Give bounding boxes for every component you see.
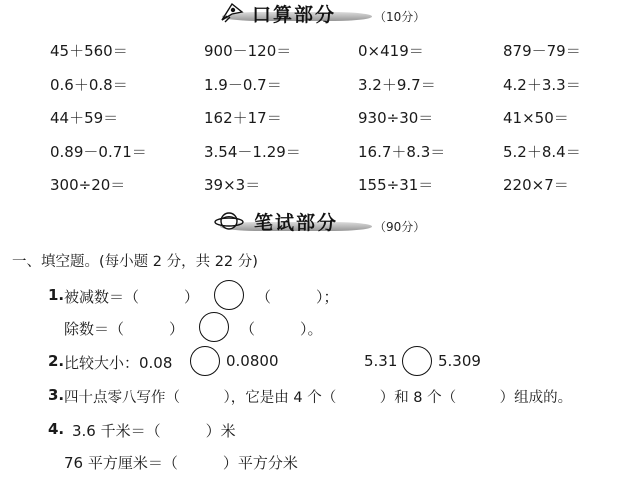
q1-minuend-blank: （ ）； [256,288,339,306]
q2-number: 2. [48,352,65,370]
q4-line1: 3.6 千米＝（ ）米 [72,422,236,440]
oral-problem: 41×50＝ [503,109,569,127]
q4-line2: 76 平方厘米＝（ ）平方分米 [64,454,298,472]
q2-compare-left: 比较大小：0.08 [64,354,173,372]
q1-divisor: 除数＝（ ） [64,320,185,338]
q1-answer-circle-2[interactable] [199,312,229,342]
q1-minuend: 被减数＝（ ） [64,288,200,306]
q4-number: 4. [48,420,65,438]
q1-divisor-blank: （ ）。 [240,320,323,338]
oral-problem: 5.2＋8.4＝ [503,143,581,161]
oral-problem: 879－79＝ [503,42,581,60]
oral-problem: 3.2＋9.7＝ [358,76,436,94]
q1-answer-circle-1[interactable] [214,280,244,310]
part1-heading: 一、填空题。(每小题 2 分，共 22 分) [12,254,258,270]
oral-problem: 930÷30＝ [358,109,434,127]
oral-problem: 900－120＝ [204,42,292,60]
written-section-title: 笔试部分 [254,212,339,234]
q3-number: 3. [48,386,65,404]
oral-problem: 0.89－0.71＝ [50,143,147,161]
q2-compare-circle-2[interactable] [402,346,432,376]
q2-compare-left-b: 0.0800 [226,352,279,370]
q2-compare-right-a: 5.31 [364,352,398,370]
oral-section-points: （10分） [374,10,426,24]
written-section-points: （90分） [374,220,426,234]
oral-problem: 45＋560＝ [50,42,128,60]
oral-problem: 16.7＋8.3＝ [358,143,446,161]
oral-problem: 0×419＝ [358,42,424,60]
q2-compare-right-b: 5.309 [438,352,481,370]
oral-problem: 39×3＝ [204,176,261,194]
oral-problem: 155÷31＝ [358,176,434,194]
oral-problem: 4.2＋3.3＝ [503,76,581,94]
oral-problem: 300÷20＝ [50,176,126,194]
oral-section-title: 口算部分 [252,4,337,26]
q3-text: 四十点零八写作（ ），它是由 4 个（ ）和 8 个（ ）组成的。 [64,390,573,406]
q1-number: 1. [48,286,65,304]
oral-problem: 162＋17＝ [204,109,282,127]
oral-problem: 0.6＋0.8＝ [50,76,128,94]
q2-compare-circle-1[interactable] [190,346,220,376]
oral-problem: 3.54－1.29＝ [204,143,301,161]
rocket-icon [218,0,246,28]
oral-problem: 44＋59＝ [50,109,119,127]
planet-icon [214,209,244,237]
oral-problem: 220×7＝ [503,176,569,194]
oral-problem: 1.9－0.7＝ [204,76,282,94]
